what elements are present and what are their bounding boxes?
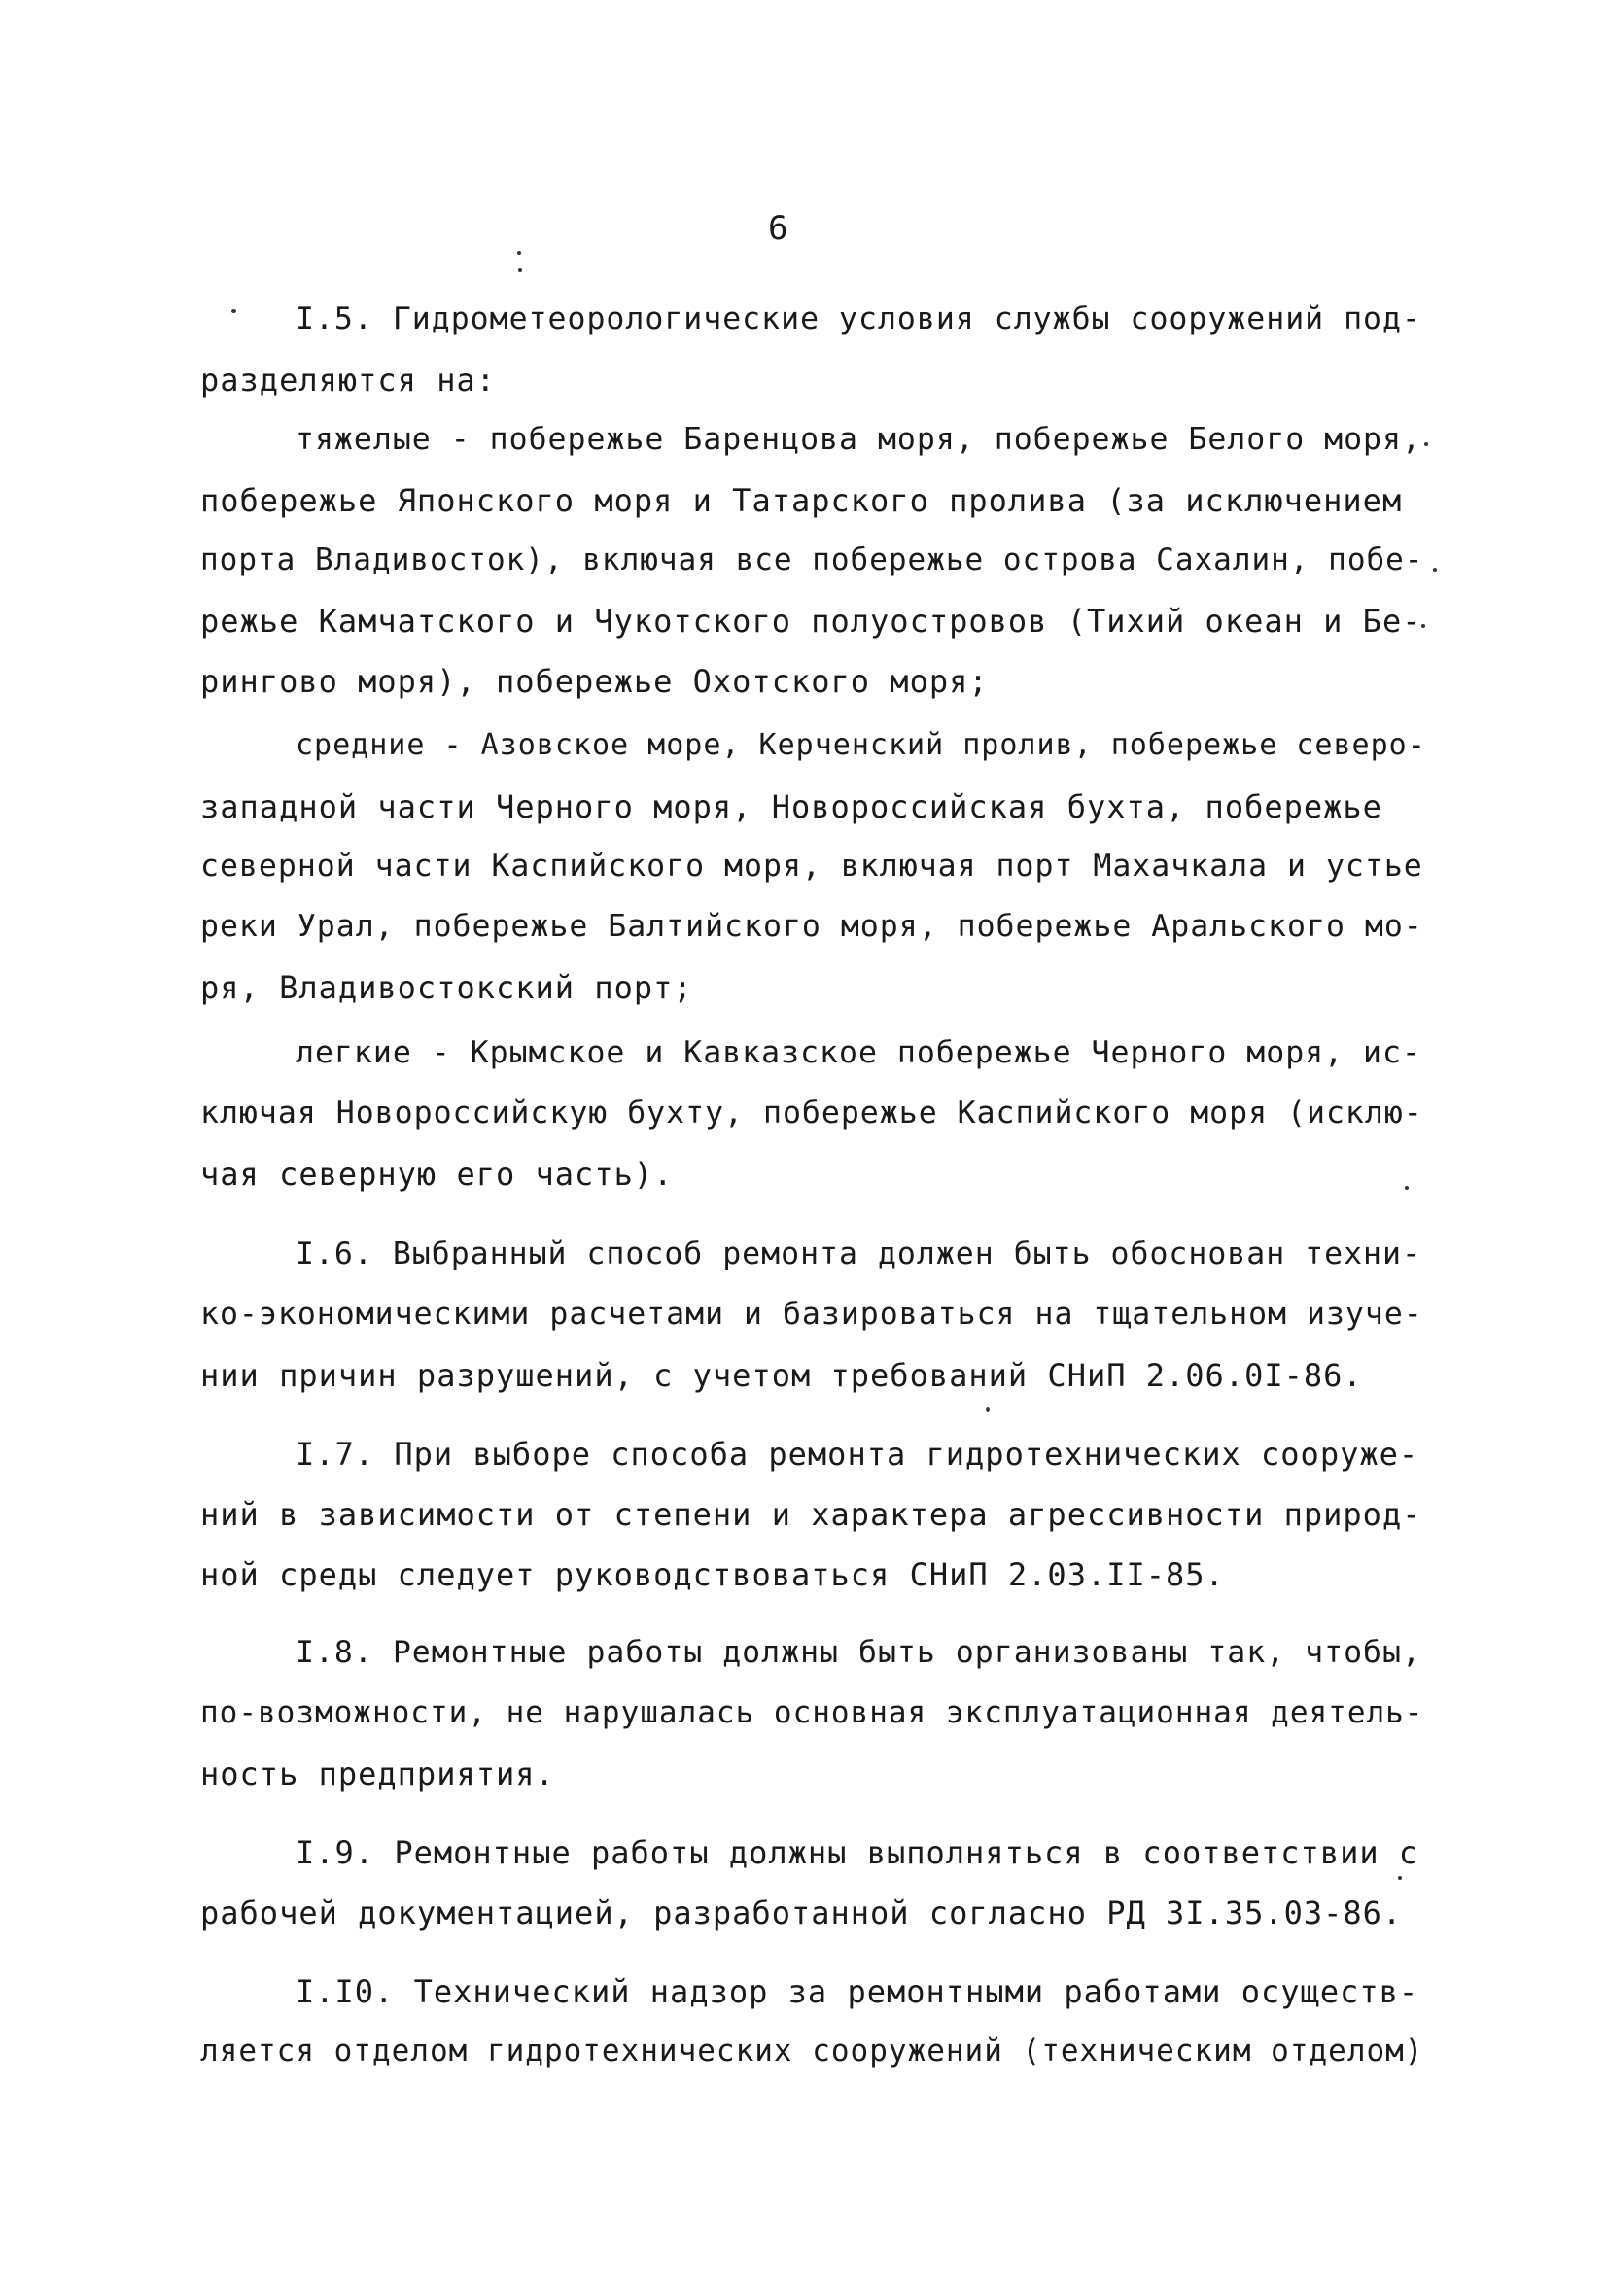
scan-speck — [518, 268, 522, 272]
text-line: тяжелые - побережье Баренцова моря, побережье Белого моря, — [296, 422, 1421, 457]
scan-speck — [1433, 568, 1437, 572]
scan-speck — [1398, 1876, 1402, 1880]
scan-speck — [1424, 442, 1428, 446]
scan-speck — [1405, 1186, 1409, 1190]
text-line: ность предприятия. — [200, 1756, 555, 1792]
text-line: северной части Каспийского моря, включая порт Махачкала и устье — [200, 849, 1423, 884]
text-line: чая северную его часть). — [200, 1156, 674, 1193]
text-line: ключая Новороссийскую бухту, побережье Каспийского моря (исклю- — [200, 1096, 1423, 1131]
text-line: I.9. Ремонтные работы должны выполняться в соответствии с — [296, 1834, 1419, 1871]
text-line: реки Урал, побережье Балтийского моря, побережье Аральского мо- — [200, 909, 1423, 944]
scan-speck — [231, 309, 236, 313]
text-line: рингово моря), побережье Охотского моря; — [200, 663, 989, 700]
text-line: побережье Японского моря и Татарского пролива (за исключением — [200, 482, 1403, 519]
text-line: ря, Владивостокский порт; — [200, 969, 693, 1006]
text-line: ной среды следует руководствоваться СНиП 2.03.II-85. — [200, 1556, 1225, 1593]
text-line: западной части Черного моря, Новороссийская бухта, побережье — [200, 788, 1382, 825]
text-line: ко-экономическими расчетами и базироваться на тщательном изуче- — [200, 1297, 1423, 1332]
text-line: разделяются на: — [200, 362, 496, 399]
text-line: режье Камчатского и Чукотского полуостровов (Тихий океан и Бе- — [200, 603, 1422, 640]
text-line: I.7. При выборе способа ремонта гидротехнических сооруже- — [296, 1436, 1419, 1473]
text-line: рабочей документацией, разработанной согласно РД 3I.35.03-86. — [200, 1895, 1403, 1931]
scan-speck — [517, 251, 521, 255]
text-line: I.5. Гидрометеорологические условия службы сооружений под- — [296, 301, 1421, 336]
text-line: ний в зависимости от степени и характера агрессивности природ- — [200, 1496, 1422, 1533]
page-number: 6 — [768, 209, 789, 248]
text-line: ляется отделом гидротехнических сооружений (техническим отделом) — [200, 2034, 1424, 2069]
scan-speck — [986, 1407, 990, 1412]
text-line: по-возможности, не нарушалась основная эксплуатационная деятель- — [200, 1695, 1424, 1730]
text-line: I.6. Выбранный способ ремонта должен быть обоснован техни- — [296, 1236, 1421, 1271]
text-line: порта Владивосток), включая все побережье острова Сахалин, побе- — [200, 542, 1424, 577]
text-line: легкие - Крымское и Кавказское побережье Черного моря, ис- — [296, 1035, 1421, 1070]
text-line: нии причин разрушений, с учетом требований СНиП 2.06.0I-86. — [200, 1357, 1363, 1394]
text-line: средние - Азовское море, Керченский пролив, побережье северо- — [296, 728, 1426, 762]
text-line: I.I0. Технический надзор за ремонтными работами осуществ- — [296, 1973, 1419, 2010]
scan-speck — [1421, 624, 1425, 628]
text-line: I.8. Ремонтные работы должны быть организованы так, чтобы, — [296, 1635, 1421, 1670]
